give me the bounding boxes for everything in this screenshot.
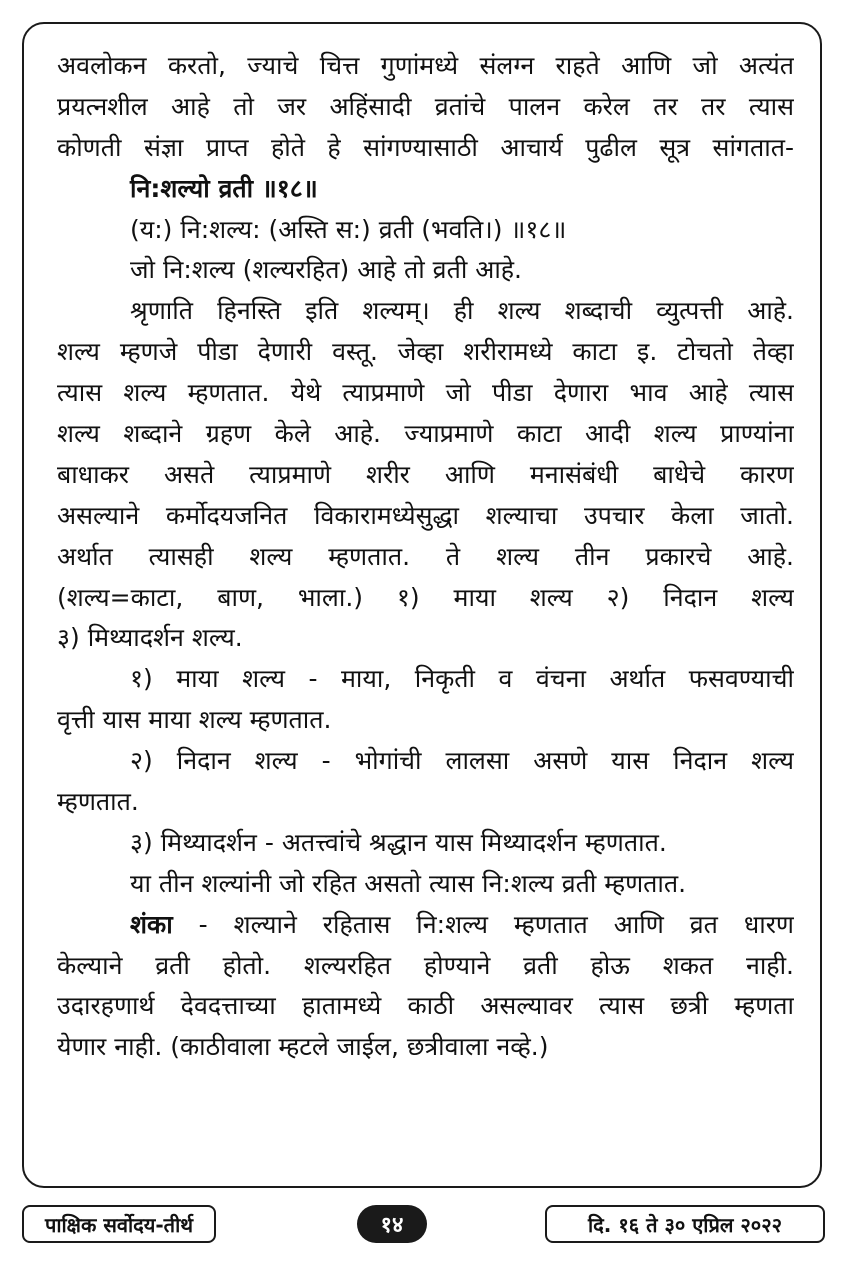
body-line: शल्य म्हणजे पीडा देणारी वस्तू. जेव्हा शरीरामध्ये काटा इ. टोचतो तेव्हा: [57, 337, 794, 367]
body-line: त्यास शल्य म्हणतात. येथे त्याप्रमाणे जो पीडा देणारा भाव आहे त्यास: [57, 378, 794, 408]
body-line: केल्याने व्रती होतो. शल्यरहित होण्याने व्रती होऊ शकत नाही.: [57, 950, 794, 980]
shanka-label: शंका: [130, 909, 173, 939]
body-line: २) निदान शल्य - भोगांची लालसा असणे यास निदान शल्य: [130, 746, 794, 776]
body-line: प्रयत्नशील आहे तो जर अहिंसादी व्रतांचे पालन करेल तर तर त्यास: [57, 91, 794, 121]
footer-date: दि. १६ ते ३० एप्रिल २०२२: [545, 1205, 825, 1243]
body-line: ३) मिथ्यादर्शन शल्य.: [57, 623, 243, 653]
body-line: अर्थात त्यासही शल्य म्हणतात. ते शल्य तीन प्रकारचे आहे.: [57, 541, 794, 571]
body-line: अवलोकन करतो, ज्याचे चित्त गुणांमध्ये संलग्न राहते आणि जो अत्यंत: [57, 51, 794, 80]
body-line: (शल्य=काटा, बाण, भाला.) १) माया शल्य २) निदान शल्य: [57, 582, 794, 612]
body-line: उदारहणार्थ देवदत्ताच्या हातामध्ये काठी असल्यावर त्यास छत्री म्हणता: [57, 991, 794, 1021]
body-line: शल्य शब्दाने ग्रहण केले आहे. ज्याप्रमाणे काटा आदी शल्य प्राण्यांना: [57, 419, 794, 449]
body-line: येणार नाही. (काठीवाला म्हटले जाईल, छत्रीवाला नव्हे.): [57, 1032, 549, 1062]
footer-publication: पाक्षिक सर्वोदय-तीर्थ: [22, 1205, 216, 1243]
body-line: बाधाकर असते त्याप्रमाणे शरीर आणि मनासंबंधी बाधेचे कारण: [57, 459, 794, 489]
body-line: ३) मिथ्यादर्शन - अतत्त्वांचे श्रद्धान यास मिथ्यादर्शन म्हणतात.: [130, 827, 667, 857]
body-line: या तीन शल्यांनी जो रहित असतो त्यास नि:शल्य व्रती म्हणतात.: [130, 868, 687, 898]
body-line: (य:) नि:शल्य: (अस्ति स:) व्रती (भवति।) ॥१८॥: [130, 214, 567, 244]
sutra-heading: नि:शल्यो व्रती ॥१८॥: [130, 173, 318, 203]
page-body: [57, 46, 794, 1068]
shanka-text: - शल्याने रहितास नि:शल्य म्हणतात आणि व्रत धारण: [172, 909, 794, 939]
body-line: असल्याने कर्मोदयजनित विकारामध्येसुद्धा शल्याचा उपचार केला जातो.: [57, 500, 794, 530]
body-line: १) माया शल्य - माया, निकृती व वंचना अर्थात फसवण्याची: [130, 664, 794, 694]
page-number: १४: [357, 1205, 427, 1243]
shanka-line: [57, 905, 794, 946]
body-line: कोणती संज्ञा प्राप्त होते हे सांगण्यासाठी आचार्य पुढील सूत्र सांगतात-: [57, 132, 794, 162]
body-line: श्रृणाति हिनस्ति इति शल्यम्। ही शल्य शब्दाची व्युत्पत्ती आहे.: [130, 296, 794, 326]
body-line: म्हणतात.: [57, 787, 139, 817]
body-line: वृत्ती यास माया शल्य म्हणतात.: [57, 705, 332, 735]
body-line: जो नि:शल्य (शल्यरहित) आहे तो व्रती आहे.: [130, 255, 523, 285]
